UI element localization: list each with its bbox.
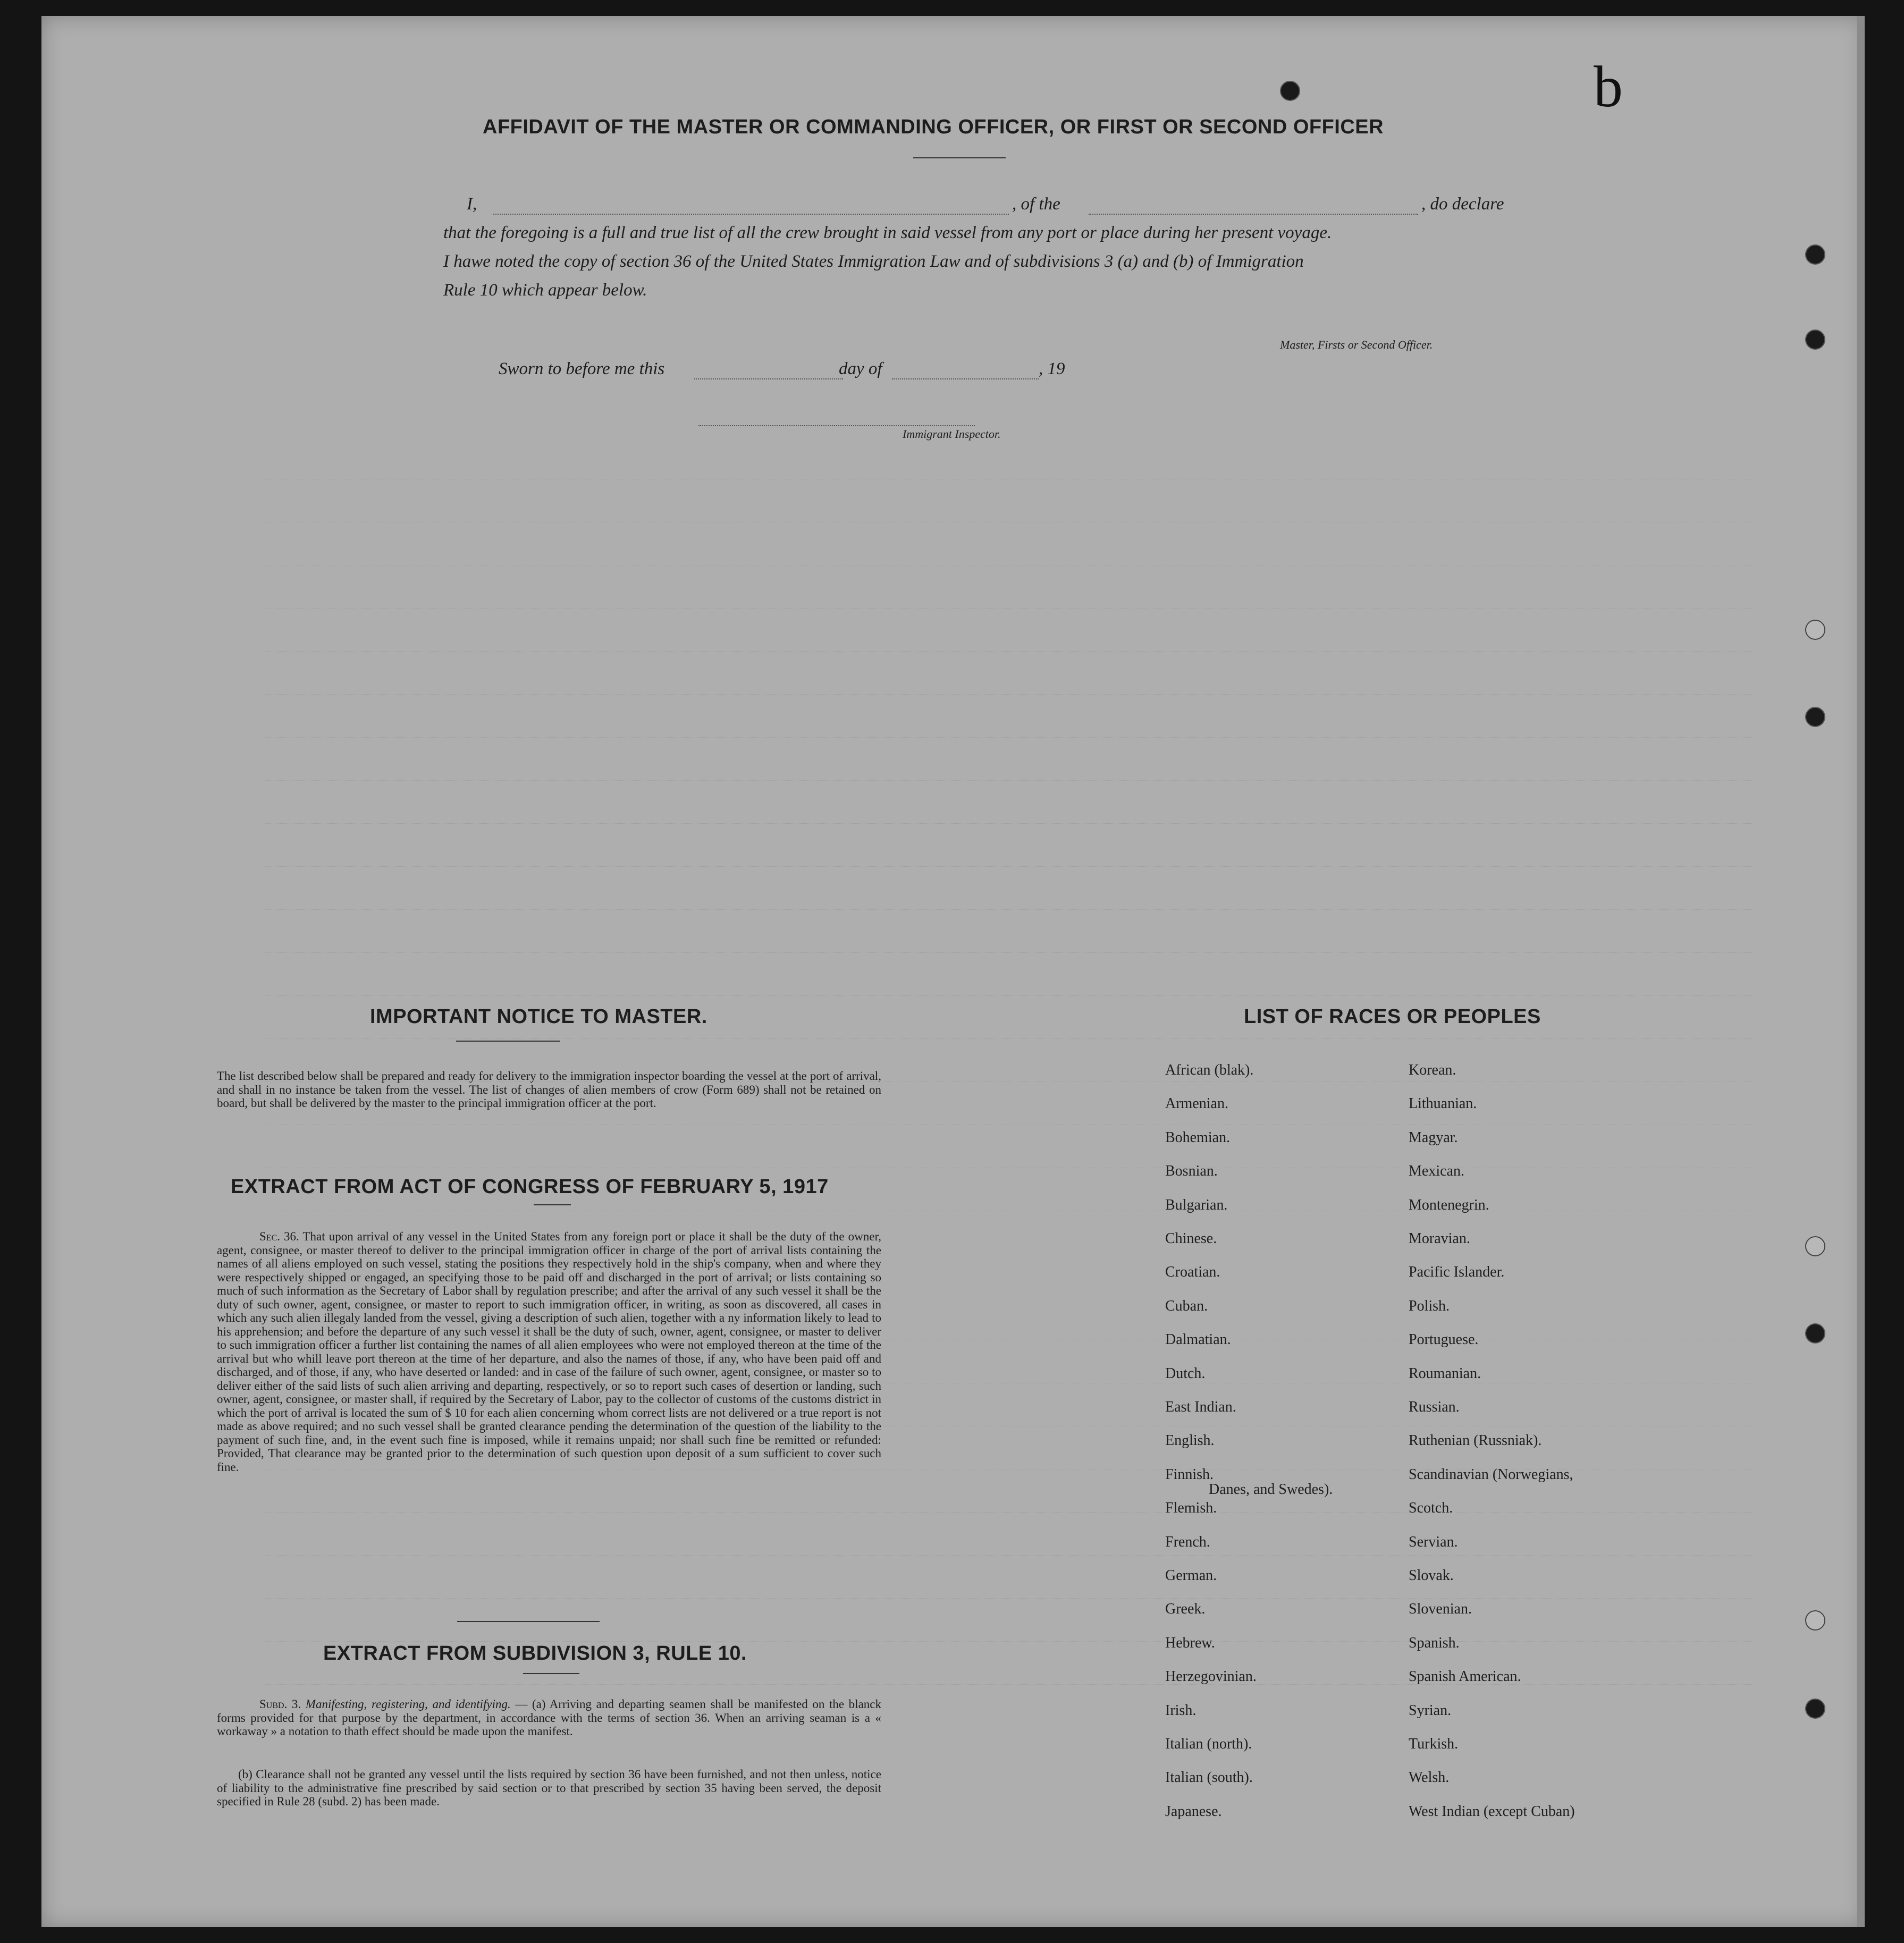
race-item: Hebrew. (1165, 1634, 1215, 1651)
race-item: Danes, and Swedes). (1209, 1481, 1333, 1498)
bleed-through-row (265, 1684, 1753, 1686)
day-of-text: day of (839, 359, 882, 378)
act-section-label: Sec. 36. (259, 1230, 299, 1243)
binder-hole-4 (1805, 620, 1825, 640)
race-item: Croatian. (1165, 1264, 1220, 1281)
bleed-through-row (265, 1555, 1753, 1557)
bleed-through-row (265, 1125, 1753, 1126)
race-item: Cuban. (1165, 1297, 1208, 1314)
inspector-signature-label: Immigrant Inspector. (903, 427, 1001, 441)
race-item: Servian. (1409, 1533, 1458, 1550)
name-blank (493, 214, 1009, 215)
race-item: Finnish. (1165, 1466, 1214, 1483)
race-item: Turkish. (1409, 1736, 1459, 1752)
binder-hole-1 (1280, 81, 1300, 101)
race-item: Spanish. (1409, 1634, 1460, 1651)
affidavit-line-2: that the foregoing is a full and true list of all the crew brought in said vessel from any port or place during her present voyage. (443, 223, 1332, 242)
race-item: Russian. (1409, 1399, 1460, 1415)
binder-hole-8 (1805, 1610, 1825, 1631)
race-item: Ruthenian (Russniak). (1409, 1432, 1542, 1449)
race-item: French. (1165, 1533, 1210, 1550)
vessel-blank (1089, 214, 1418, 215)
race-item: Greek. (1165, 1601, 1206, 1618)
sworn-day-blank (694, 378, 843, 379)
act-text (217, 1230, 881, 1474)
bleed-through-row (265, 909, 1753, 911)
race-item: Bohemian. (1165, 1129, 1231, 1146)
bleed-through-row (265, 479, 1753, 480)
bleed-through-row (265, 780, 1753, 782)
rule-title-rule (523, 1673, 579, 1674)
binder-hole-3 (1805, 330, 1825, 350)
master-signature-label: Master, Firsts or Second Officer. (1280, 338, 1433, 351)
rule-subd-label: Subd. 3. (259, 1697, 301, 1711)
inspector-signature-blank (698, 425, 975, 426)
race-item: Moravian. (1409, 1230, 1470, 1247)
bleed-through-row (265, 694, 1753, 696)
bleed-through-row (265, 436, 1753, 437)
act-end-rule (457, 1621, 600, 1622)
race-item: Japanese. (1165, 1803, 1222, 1820)
race-item: Lithuanian. (1409, 1095, 1477, 1112)
race-item: Montenegrin. (1409, 1196, 1489, 1213)
race-item: Polish. (1409, 1297, 1450, 1314)
bleed-through-row (265, 1038, 1753, 1040)
binder-hole-7 (1805, 1323, 1825, 1344)
rule-para-a-body: — (a) Arriving and departing seamen shall be manifested on the blanck forms provided for that purpose by the department, in accordance with the terms of section 36. When an arriving seaman is a « workaway » a notation to thath effect should be made upon the manifest. (217, 1697, 881, 1738)
race-item: Roumanian. (1409, 1365, 1481, 1382)
act-title: EXTRACT FROM ACT OF CONGRESS OF FEBRUARY 5, 1917 (231, 1176, 829, 1198)
bleed-through-row (265, 737, 1753, 739)
binder-hole-9 (1805, 1699, 1825, 1719)
notice-title-rule (456, 1041, 560, 1042)
affidavit-title: AFFIDAVIT OF THE MASTER OR COMMANDING OFFICER, OR FIRST OR SECOND OFFICER (483, 116, 1384, 138)
affidavit-declare: , do declare (1421, 195, 1504, 214)
year-text: , 19 (1039, 359, 1065, 378)
bleed-through-row (265, 1512, 1753, 1514)
race-item: Welsh. (1409, 1769, 1450, 1786)
race-item: Irish. (1165, 1702, 1197, 1719)
affidavit-line-3: I hawe noted the copy of section 36 of the United States Immigration Law and of subdivisions 3 (a) and (b) of Immigration (443, 252, 1304, 271)
race-item: Spanish American. (1409, 1668, 1521, 1685)
bleed-through-row (265, 651, 1753, 653)
document-sheet (41, 16, 1865, 1927)
act-section-body: That upon arrival of any vessel in the United States from any foreign port or place it shall be the duty of the owner, agent, consignee, or master thereof to deliver to the principal immigration officer in charge of the port of arrival lists containing the names of all aliens employed on such vessel, stating the positions they respectively hold in the ship's company, when and where they were respectively shipped or engaged, an specifying those to be paid off and discharged in the port of arrival; or lists containing so much of such information as the Secretary of Labor shall by regulation prescribe; and after the arrival of any such vessel it shall be the duty of such owner, agent, consignee, or master to report to such immigration officer, in writing, as soon as discovered, all cases in which any such alien illegaly landed from the vessel, giving a description of such alien, together with a ny information likely to lead to his apprehension; and before the departure of any such vessel it shall be the duty of such, owner, agent, consignee, or master to deliver to such immigration officer a further list containing the names of all alien employees who were not employed thereon at the time of the arrival but who whill leave port thereon at the time of her departure, and also the names of those, if any, who have been paid off and discharged, and of those, if any, who have deserted or landed: and in case of the failure of such owner, agent, consignee, or master so to deliver either of the said lists of such alien arriving and departing, respectively, or so to report such cases of desertion or landing, such owner, agent, consignee, or master shall, if required by the Secretary of Labor, pay to the collector of customs of the customs district in which the port of arrival is located the sum of $ 10 for each alien concerning whom correct lists are not delivered or a true report is not made as above required; and no such vessel shall be granted clearance pending the determination of the question of the liability to the payment of such fine, and, in the event such fine is imposed, while it remains unpaid; nor shall such fine be remitted or refunded: Provided, That clearance may be granted prior to the determination of such question upon deposit of a sum sufficient to cover such fine. (217, 1230, 881, 1474)
race-item: Slovenian. (1409, 1601, 1472, 1618)
bleed-through-row (265, 866, 1753, 868)
binder-hole-2 (1805, 244, 1825, 265)
race-item: German. (1165, 1567, 1217, 1584)
race-item: Korean. (1409, 1062, 1456, 1078)
race-item: Mexican. (1409, 1163, 1464, 1180)
binder-hole-5 (1805, 707, 1825, 727)
corner-handwritten-mark: b (1594, 54, 1623, 119)
act-title-rule (534, 1204, 571, 1205)
affidavit-i: I, (467, 195, 477, 214)
sworn-text: Sworn to before me this (499, 359, 665, 378)
race-item: Bulgarian. (1165, 1196, 1228, 1213)
race-item: English. (1165, 1432, 1215, 1449)
bleed-through-row (265, 995, 1753, 997)
race-item: Chinese. (1165, 1230, 1217, 1247)
binder-hole-6 (1805, 1236, 1825, 1256)
bleed-through-row (265, 1598, 1753, 1600)
sheet-edge (1857, 16, 1865, 1927)
race-item: Slovak. (1409, 1567, 1454, 1584)
bleed-through-row (265, 952, 1753, 954)
race-item: African (blak). (1165, 1062, 1254, 1078)
bleed-through-row (265, 1168, 1753, 1169)
race-item: Magyar. (1409, 1129, 1458, 1146)
bleed-through-row (265, 1211, 1753, 1212)
notice-text: The list described below shall be prepared and ready for delivery to the immigration inspector boarding the vessel at the port of arrival, and shall in no instance be taken from the vessel. The list of changes of alien members of crow (Form 689) shall not be retained on board, but shall be delivered by the master to the principal immigration officer at the port. (217, 1069, 881, 1110)
affidavit-of-the: , of the (1012, 195, 1060, 214)
race-item: East Indian. (1165, 1399, 1236, 1415)
races-title: LIST OF RACES OR PEOPLES (1244, 1006, 1541, 1028)
race-item: West Indian (except Cuban) (1409, 1803, 1575, 1820)
rule-subd-heading: Manifesting, registering, and identifying. (305, 1697, 511, 1711)
sworn-month-blank (892, 378, 1039, 379)
race-item: Bosnian. (1165, 1163, 1218, 1180)
race-item: Dutch. (1165, 1365, 1206, 1382)
bleed-through-row (265, 608, 1753, 610)
race-item: Armenian. (1165, 1095, 1228, 1112)
rule-title: EXTRACT FROM SUBDIVISION 3, RULE 10. (323, 1642, 747, 1665)
bleed-through-row (265, 565, 1753, 567)
bleed-through-row (265, 823, 1753, 825)
notice-title: IMPORTANT NOTICE TO MASTER. (370, 1006, 707, 1028)
rule-para-b: (b) Clearance shall not be granted any vessel until the lists required by section 36 have been furnished, and not then unless, notice of liability to the administrative fine prescribed by said section or to that prescribed by section 35 having been served, the deposit specified in Rule 28 (subd. 2) has been made. (217, 1768, 881, 1808)
rule-para-a (217, 1697, 881, 1738)
race-item: Dalmatian. (1165, 1331, 1231, 1348)
race-item: Pacific Islander. (1409, 1264, 1505, 1281)
affidavit-line-4: Rule 10 which appear below. (443, 281, 647, 300)
race-item: Herzegovinian. (1165, 1668, 1257, 1685)
race-item: Scotch. (1409, 1500, 1453, 1517)
race-item: Flemish. (1165, 1500, 1217, 1517)
race-item: Italian (south). (1165, 1769, 1253, 1786)
race-item: Syrian. (1409, 1702, 1452, 1719)
race-item: Italian (north). (1165, 1736, 1252, 1752)
race-item: Scandinavian (Norwegians, (1409, 1466, 1573, 1483)
affidavit-title-rule (913, 157, 1006, 158)
bleed-through-row (265, 522, 1753, 523)
race-item: Portuguese. (1409, 1331, 1479, 1348)
